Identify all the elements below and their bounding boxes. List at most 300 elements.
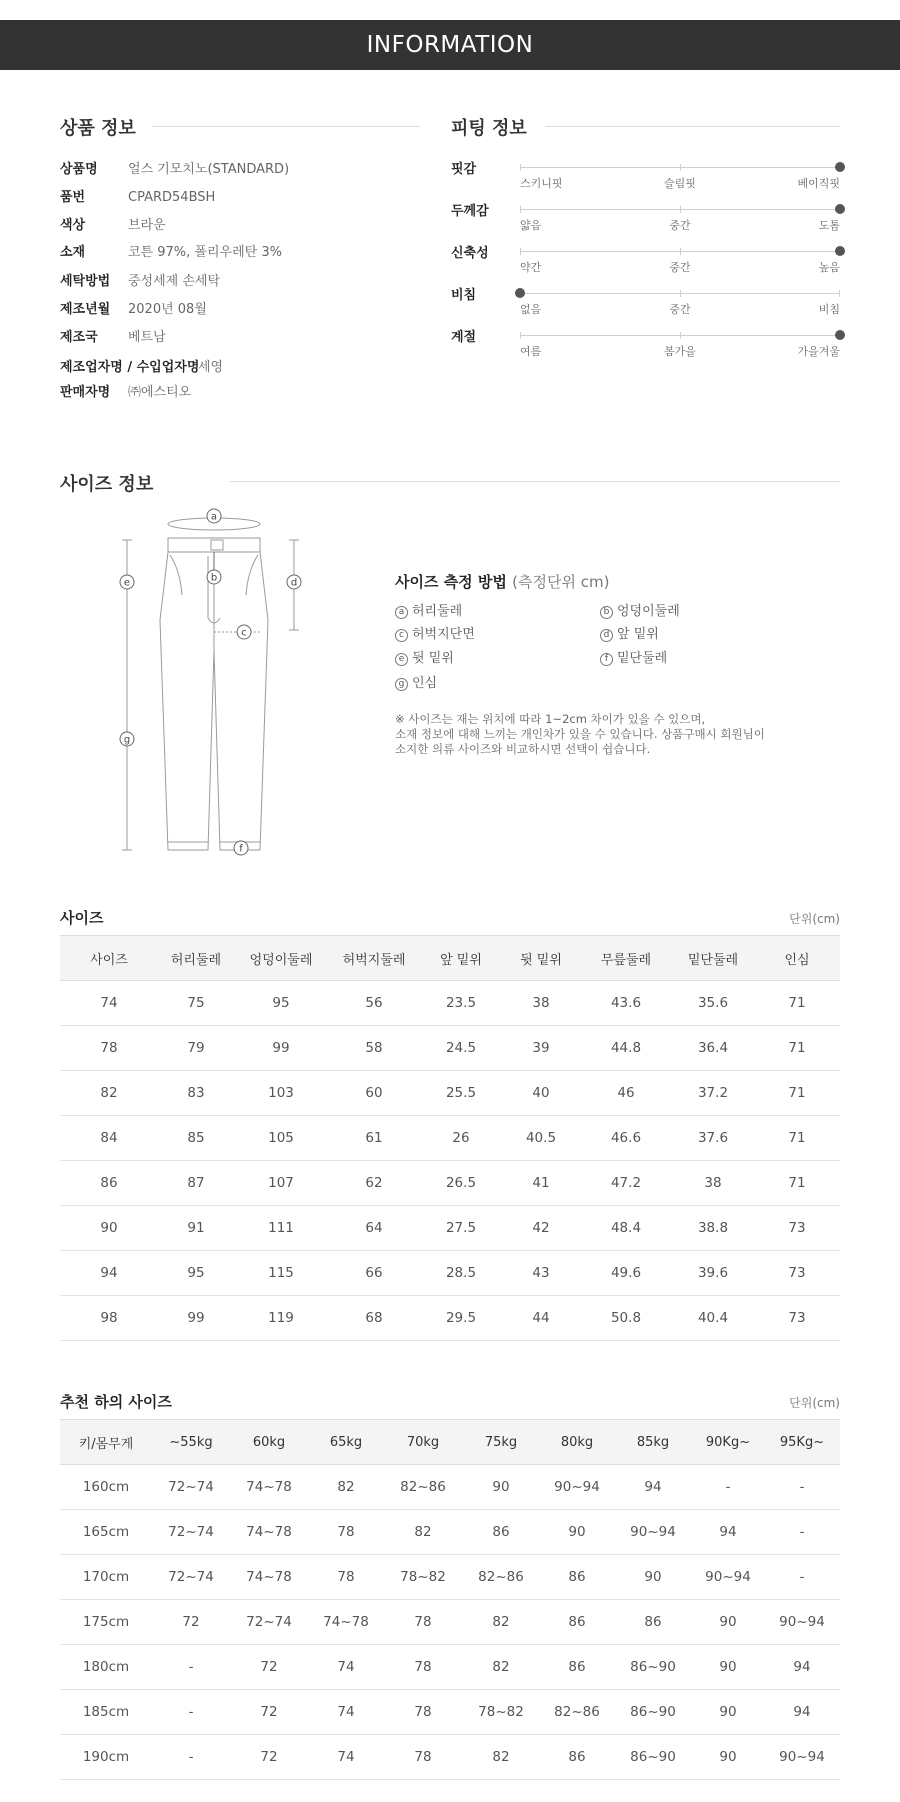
column-header: 허벅지둘레 (328, 936, 420, 981)
marker-a-label: a (210, 511, 218, 523)
product-info-row (60, 189, 215, 207)
marker-d-label: d (290, 577, 298, 589)
marker-b (207, 570, 221, 584)
table-cell: 95 (158, 1251, 234, 1296)
table-cell: 68 (328, 1296, 420, 1341)
table-cell: 87 (158, 1161, 234, 1206)
table-cell: - (152, 1690, 230, 1735)
product-info-row (60, 384, 191, 402)
fitting-scale (520, 167, 840, 168)
measure-label: 엉덩이둘레 (617, 604, 680, 619)
table-cell: 73 (754, 1251, 840, 1296)
fitting-option: 베이직핏 (797, 177, 840, 190)
measure-marker: f (600, 653, 613, 666)
table-cell: 90 (614, 1555, 692, 1600)
table-cell: 25.5 (420, 1071, 502, 1116)
column-header: 70kg (384, 1420, 462, 1465)
table-cell: 39.6 (672, 1251, 754, 1296)
measure-marker: a (395, 606, 408, 619)
marker-g-label: g (123, 734, 131, 746)
column-header: 인심 (754, 936, 840, 981)
fitting-option: 여름 (520, 345, 542, 358)
marker-f (234, 841, 248, 855)
table-cell: 73 (754, 1296, 840, 1341)
table-cell: 94 (60, 1251, 158, 1296)
column-header: 무릎둘레 (580, 936, 672, 981)
product-info-label: 제조국 (60, 330, 98, 345)
rec-table-header (60, 1420, 840, 1465)
table-cell: 73 (754, 1206, 840, 1251)
table-cell: 39 (502, 1026, 580, 1071)
size-table-unit: 단위(cm) (789, 912, 840, 926)
table-cell: 115 (234, 1251, 328, 1296)
fitting-tick (680, 332, 681, 339)
table-cell: 86 (540, 1600, 614, 1645)
table-cell: 29.5 (420, 1296, 502, 1341)
product-info-value: 세영 (198, 360, 224, 375)
table-row (60, 1251, 840, 1296)
table-cell: 61 (328, 1116, 420, 1161)
fitting-option: 얇음 (520, 219, 542, 232)
product-info-value: 브라운 (128, 218, 166, 233)
table-cell: 79 (158, 1026, 234, 1071)
table-cell: 58 (328, 1026, 420, 1071)
table-cell: 190cm (60, 1735, 152, 1780)
table-cell: 86 (540, 1735, 614, 1780)
table-row (60, 1026, 840, 1071)
table-cell: 66 (328, 1251, 420, 1296)
measure-item (395, 600, 462, 619)
table-cell: 90~94 (764, 1735, 840, 1780)
table-cell: 86 (540, 1645, 614, 1690)
table-cell: 170cm (60, 1555, 152, 1600)
measure-label: 앞 밑위 (617, 627, 659, 642)
measure-label: 허벅지단면 (412, 627, 475, 642)
table-cell: 91 (158, 1206, 234, 1251)
table-cell: 99 (158, 1296, 234, 1341)
table-cell: 56 (328, 981, 420, 1026)
size-note-line: 소재 정보에 대해 느끼는 개인차가 있을 수 있습니다. 상품구매시 회원님이 (395, 727, 765, 741)
table-cell: 90 (60, 1206, 158, 1251)
table-cell: - (764, 1510, 840, 1555)
fitting-scale (520, 293, 840, 294)
table-cell: 84 (60, 1116, 158, 1161)
table-row (60, 1735, 840, 1780)
table-cell: 43 (502, 1251, 580, 1296)
table-row (60, 1465, 840, 1510)
fitting-option: 슬림핏 (664, 177, 696, 190)
table-cell: 82~86 (540, 1690, 614, 1735)
product-info-label: 품번 (60, 190, 86, 205)
table-cell: 42 (502, 1206, 580, 1251)
table-cell: 72 (230, 1645, 308, 1690)
table-cell: 74 (308, 1645, 384, 1690)
marker-e-label: e (123, 577, 131, 589)
table-cell: 90 (692, 1690, 764, 1735)
fitting-scale (520, 335, 840, 336)
table-cell: 40.4 (672, 1296, 754, 1341)
table-cell: 46.6 (580, 1116, 672, 1161)
column-header: 앞 밑위 (420, 936, 502, 981)
table-cell: 82 (308, 1465, 384, 1510)
table-cell: 86 (614, 1600, 692, 1645)
fitting-option: 중간 (669, 219, 691, 232)
product-info-divider (152, 126, 420, 127)
product-info-row (60, 273, 220, 291)
table-cell: 74~78 (230, 1555, 308, 1600)
fitting-option: 높음 (818, 261, 840, 274)
product-info-value: CPARD54BSH (128, 190, 216, 205)
fitting-option: 스키니핏 (520, 177, 563, 190)
table-cell: 48.4 (580, 1206, 672, 1251)
table-cell: 86 (540, 1555, 614, 1600)
product-info-label: 판매자명 (60, 385, 111, 400)
table-cell: 99 (234, 1026, 328, 1071)
table-cell: 71 (754, 1161, 840, 1206)
table-cell: 90~94 (764, 1600, 840, 1645)
table-cell: 78 (384, 1690, 462, 1735)
table-cell: 74~78 (308, 1600, 384, 1645)
table-cell: 86~90 (614, 1690, 692, 1735)
table-cell: 90 (692, 1645, 764, 1690)
table-cell: 94 (692, 1510, 764, 1555)
table-row (60, 1645, 840, 1690)
table-cell: 46 (580, 1071, 672, 1116)
table-cell: 72~74 (230, 1600, 308, 1645)
size-table (60, 935, 840, 1341)
product-info-label: 상품명 (60, 162, 98, 177)
table-cell: 83 (158, 1071, 234, 1116)
measure-label: 인심 (412, 676, 438, 691)
product-info-row (60, 329, 166, 347)
table-cell: - (152, 1645, 230, 1690)
table-cell: 74 (60, 981, 158, 1026)
product-info-value: ㈜에스티오 (128, 385, 192, 400)
fitting-label: 핏감 (451, 162, 477, 177)
table-cell: 78 (384, 1735, 462, 1780)
table-cell: 72 (230, 1690, 308, 1735)
marker-f-label: f (239, 843, 243, 855)
measure-method-unit: (측정단위 cm) (512, 573, 610, 591)
measure-marker: g (395, 678, 408, 691)
table-cell: 38 (672, 1161, 754, 1206)
table-cell: 27.5 (420, 1206, 502, 1251)
size-table-header (60, 936, 840, 981)
product-info-value: 코튼 97%, 폴리우레탄 3% (128, 245, 282, 260)
table-cell: 64 (328, 1206, 420, 1251)
fitting-tick (680, 206, 681, 213)
fitting-option: 중간 (669, 303, 691, 316)
table-cell: 78~82 (462, 1690, 540, 1735)
table-cell: 78 (384, 1600, 462, 1645)
table-cell: 72~74 (152, 1510, 230, 1555)
table-cell: 38.8 (672, 1206, 754, 1251)
column-header: 키/몸무게 (60, 1420, 152, 1465)
table-cell: 82~86 (462, 1555, 540, 1600)
measure-method-title (395, 571, 609, 592)
measure-label: 뒷 밑위 (412, 651, 454, 666)
table-cell: 49.6 (580, 1251, 672, 1296)
fitting-indicator (835, 330, 845, 340)
fitting-indicator (835, 204, 845, 214)
table-cell: 72 (152, 1600, 230, 1645)
fitting-scale (520, 209, 840, 210)
table-cell: 90~94 (692, 1555, 764, 1600)
fitting-option: 가을겨울 (797, 345, 840, 358)
size-info-title: 사이즈 정보 (60, 474, 154, 495)
table-cell: 75 (158, 981, 234, 1026)
table-cell: 74 (308, 1690, 384, 1735)
table-cell: - (152, 1735, 230, 1780)
table-row (60, 981, 840, 1026)
fitting-info-title: 피팅 정보 (451, 118, 527, 139)
table-cell: 86~90 (614, 1645, 692, 1690)
fitting-tick (520, 248, 521, 255)
fitting-tick (680, 164, 681, 171)
pants-diagram (110, 500, 310, 860)
table-cell: 94 (614, 1465, 692, 1510)
column-header: 90Kg~ (692, 1420, 764, 1465)
fitting-tick (520, 164, 521, 171)
table-row (60, 1296, 840, 1341)
table-cell: 90 (462, 1465, 540, 1510)
column-header: 밑단둘레 (672, 936, 754, 981)
table-cell: 82~86 (384, 1465, 462, 1510)
fitting-indicator (515, 288, 525, 298)
table-cell: 90 (692, 1735, 764, 1780)
measure-label: 허리둘레 (412, 604, 463, 619)
column-header: 95Kg~ (764, 1420, 840, 1465)
column-header: ~55kg (152, 1420, 230, 1465)
table-cell: 23.5 (420, 981, 502, 1026)
table-cell: 98 (60, 1296, 158, 1341)
size-note-line: ※ 사이즈는 재는 위치에 따라 1~2cm 차이가 있을 수 있으며, (395, 712, 706, 726)
table-row (60, 1161, 840, 1206)
fitting-indicator (835, 246, 845, 256)
fitting-label: 두께감 (451, 204, 489, 219)
rec-table-unit: 단위(cm) (789, 1396, 840, 1410)
table-cell: 62 (328, 1161, 420, 1206)
fitting-option: 봄가을 (664, 345, 696, 358)
table-row (60, 1071, 840, 1116)
measure-marker: e (395, 653, 408, 666)
table-cell: 86 (462, 1510, 540, 1555)
table-cell: 37.6 (672, 1116, 754, 1161)
table-cell: 105 (234, 1116, 328, 1161)
table-cell: 94 (764, 1690, 840, 1735)
marker-c-label: c (241, 627, 247, 639)
table-cell: 71 (754, 1116, 840, 1161)
table-cell: 72~74 (152, 1465, 230, 1510)
fitting-tick (520, 206, 521, 213)
table-cell: 74~78 (230, 1510, 308, 1555)
measure-marker: d (600, 629, 613, 642)
table-cell: 72 (230, 1735, 308, 1780)
table-cell: 175cm (60, 1600, 152, 1645)
table-cell: 40.5 (502, 1116, 580, 1161)
column-header: 사이즈 (60, 936, 158, 981)
table-cell: 71 (754, 1071, 840, 1116)
table-cell: 94 (764, 1645, 840, 1690)
table-cell: 26.5 (420, 1161, 502, 1206)
table-row (60, 1690, 840, 1735)
marker-a (207, 509, 221, 523)
table-cell: 26 (420, 1116, 502, 1161)
table-cell: 90 (692, 1600, 764, 1645)
product-info-row (60, 244, 282, 262)
table-cell: 107 (234, 1161, 328, 1206)
column-header: 60kg (230, 1420, 308, 1465)
size-note (395, 712, 815, 757)
column-header: 65kg (308, 1420, 384, 1465)
marker-c (237, 625, 251, 639)
fitting-label: 계절 (451, 330, 477, 345)
table-cell: 82 (462, 1645, 540, 1690)
table-cell: 185cm (60, 1690, 152, 1735)
table-cell: 38 (502, 981, 580, 1026)
table-row (60, 1116, 840, 1161)
rec-size-table (60, 1419, 840, 1780)
information-header: INFORMATION (0, 20, 900, 70)
measure-item (600, 623, 659, 642)
measure-marker: c (395, 629, 408, 642)
table-cell: 74 (308, 1735, 384, 1780)
product-info-row (60, 359, 223, 377)
table-cell: 119 (234, 1296, 328, 1341)
table-cell: 82 (462, 1600, 540, 1645)
table-cell: 74~78 (230, 1465, 308, 1510)
fitting-tick (680, 290, 681, 297)
fitting-label: 비침 (451, 288, 477, 303)
product-info-label: 세탁방법 (60, 274, 111, 289)
column-header: 75kg (462, 1420, 540, 1465)
fitting-label: 신축성 (451, 246, 489, 261)
fitting-option: 비침 (818, 303, 840, 316)
table-cell: 95 (234, 981, 328, 1026)
product-info-label: 소재 (60, 245, 86, 260)
table-row (60, 1600, 840, 1645)
table-cell: 40 (502, 1071, 580, 1116)
table-cell: 44 (502, 1296, 580, 1341)
table-cell: 86 (60, 1161, 158, 1206)
size-table-title: 사이즈 (60, 909, 104, 927)
column-header: 엉덩이둘레 (234, 936, 328, 981)
fitting-info-divider (545, 126, 840, 127)
fitting-tick (680, 248, 681, 255)
fitting-option: 도톰 (818, 219, 840, 232)
measure-label: 밑단둘레 (617, 651, 668, 666)
product-info-label: 제조년월 (60, 302, 111, 317)
table-cell: - (764, 1465, 840, 1510)
table-cell: 35.6 (672, 981, 754, 1026)
table-cell: 43.6 (580, 981, 672, 1026)
table-cell: 78 (60, 1026, 158, 1071)
table-cell: - (764, 1555, 840, 1600)
table-cell: 82 (462, 1735, 540, 1780)
table-cell: 111 (234, 1206, 328, 1251)
product-info-label: 색상 (60, 218, 86, 233)
pants-diagram-svg (110, 500, 310, 860)
table-cell: 72~74 (152, 1555, 230, 1600)
table-cell: 78 (384, 1645, 462, 1690)
table-cell: 71 (754, 1026, 840, 1071)
table-cell: 24.5 (420, 1026, 502, 1071)
fitting-option: 약간 (520, 261, 542, 274)
table-row (60, 1206, 840, 1251)
table-row (60, 1555, 840, 1600)
fitting-tick (839, 290, 840, 297)
size-info-divider (230, 481, 840, 482)
table-cell: 160cm (60, 1465, 152, 1510)
table-cell: 90~94 (540, 1465, 614, 1510)
measure-method-label: 사이즈 측정 방법 (395, 573, 507, 591)
table-cell: 103 (234, 1071, 328, 1116)
marker-g (120, 732, 134, 746)
product-info-value: 2020년 08월 (128, 302, 207, 317)
measure-item (600, 600, 680, 619)
product-info-label: 제조업자명 / 수입업자명 (60, 360, 200, 375)
product-info-row (60, 217, 166, 235)
rec-table-title: 추천 하의 사이즈 (60, 1393, 172, 1411)
table-cell: 90 (540, 1510, 614, 1555)
table-cell: 71 (754, 981, 840, 1026)
table-cell: 50.8 (580, 1296, 672, 1341)
fitting-indicator (835, 162, 845, 172)
table-cell: 82 (60, 1071, 158, 1116)
product-info-row (60, 301, 207, 319)
fitting-option: 없음 (520, 303, 542, 316)
table-cell: 165cm (60, 1510, 152, 1555)
measure-marker: b (600, 606, 613, 619)
marker-b-label: b (210, 572, 218, 584)
table-cell: 180cm (60, 1645, 152, 1690)
table-cell: 82 (384, 1510, 462, 1555)
measure-item (395, 672, 437, 691)
fitting-scale (520, 251, 840, 252)
product-info-row (60, 161, 289, 179)
column-header: 허리둘레 (158, 936, 234, 981)
product-info-value: 중성세제 손세탁 (128, 274, 221, 289)
table-cell: 36.4 (672, 1026, 754, 1071)
table-row (60, 1510, 840, 1555)
marker-d (287, 575, 301, 589)
table-cell: 78 (308, 1510, 384, 1555)
table-cell: 60 (328, 1071, 420, 1116)
table-cell: 85 (158, 1116, 234, 1161)
product-info-value: 얼스 기모치노(STANDARD) (128, 162, 290, 177)
table-cell: 47.2 (580, 1161, 672, 1206)
measure-item (600, 647, 667, 666)
column-header: 뒷 밑위 (502, 936, 580, 981)
fitting-tick (520, 332, 521, 339)
fitting-option: 중간 (669, 261, 691, 274)
column-header: 85kg (614, 1420, 692, 1465)
table-cell: 28.5 (420, 1251, 502, 1296)
measure-item (395, 623, 475, 642)
product-info-value: 베트남 (128, 330, 166, 345)
marker-e (120, 575, 134, 589)
table-cell: 78~82 (384, 1555, 462, 1600)
measure-item (395, 647, 454, 666)
table-cell: 44.8 (580, 1026, 672, 1071)
table-cell: 41 (502, 1161, 580, 1206)
table-cell: - (692, 1465, 764, 1510)
table-cell: 37.2 (672, 1071, 754, 1116)
product-info-title: 상품 정보 (60, 118, 136, 139)
table-cell: 90~94 (614, 1510, 692, 1555)
column-header: 80kg (540, 1420, 614, 1465)
table-cell: 86~90 (614, 1735, 692, 1780)
